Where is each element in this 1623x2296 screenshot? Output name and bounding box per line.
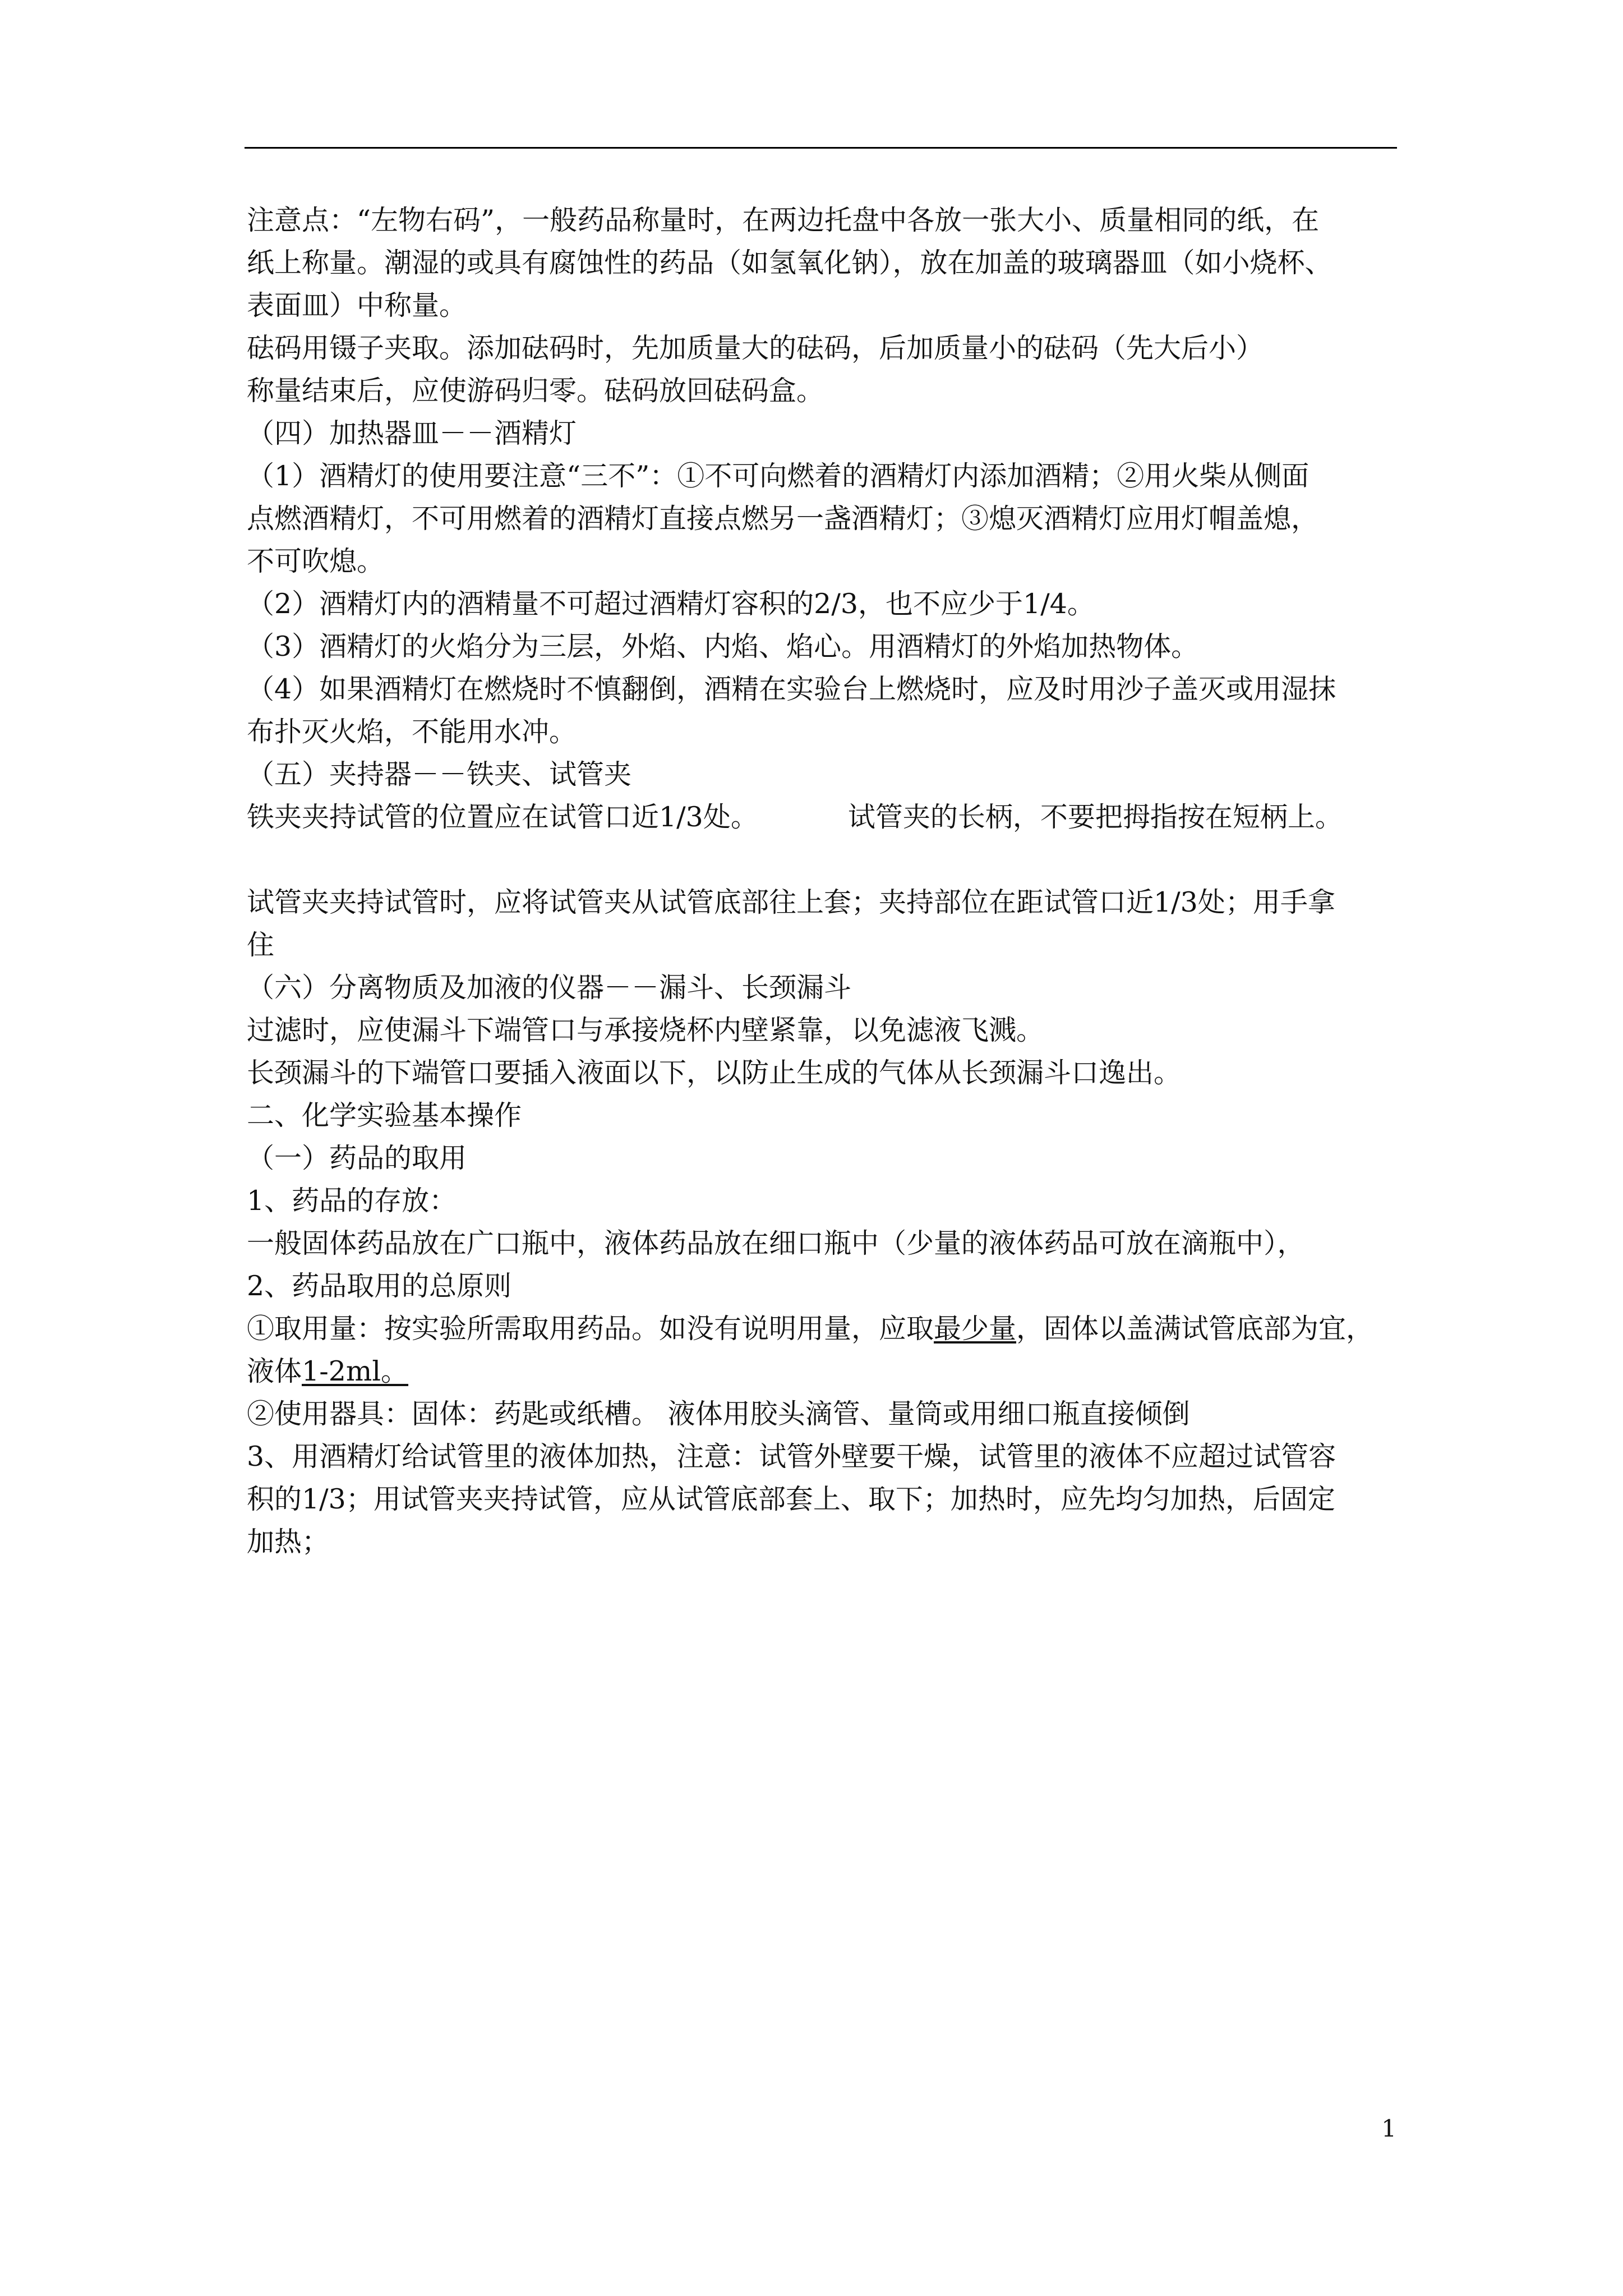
document-body [247, 199, 1402, 1563]
text-line: 长颈漏斗的下端管口要插入液面以下，以防止生成的气体从长颈漏斗口逸出。 [247, 1057, 1182, 1089]
text-line: 加热； [247, 1526, 330, 1558]
text-line: 试管夹夹持试管时，应将试管夹从试管底部往上套；夹持部位在距试管口近1/3处；用手拿 [247, 886, 1335, 918]
rule-usage-liquid: 液体1-2ml。 [247, 1355, 409, 1387]
underlined-liquid-volume: 1-2ml。 [302, 1355, 409, 1387]
section-heading: （四）加热器皿－－酒精灯 [247, 417, 577, 449]
page-number: 1 [1381, 2115, 1396, 2142]
section-heading: （一）药品的取用 [247, 1142, 467, 1174]
section-heading: （五）夹持器－－铁夹、试管夹 [247, 758, 632, 790]
chapter-heading: 二、化学实验基本操作 [247, 1099, 522, 1131]
text-line: 3、用酒精灯给试管里的液体加热，注意：试管外壁要干燥，试管里的液体不应超过试管容 [247, 1441, 1336, 1473]
rule-usage-amount: ①取用量：按实验所需取用药品。如没有说明用量，应取最少量，固体以盖满试管底部为宜， [247, 1313, 1374, 1345]
text-line: 点燃酒精灯，不可用燃着的酒精灯直接点燃另一盏酒精灯；③熄灭酒精灯应用灯帽盖熄， [247, 503, 1319, 535]
text-line: 称量结束后，应使游码归零。砝码放回砝码盒。 [247, 375, 824, 407]
text-line: （2）酒精灯内的酒精量不可超过酒精灯容积的2/3，也不应少于1/4。 [247, 588, 1095, 620]
text-line: 不可吹熄。 [247, 545, 385, 577]
text-line: 表面皿）中称量。 [247, 289, 467, 321]
clamp-line [247, 796, 1402, 839]
text-line: 注意点：“左物右码”，一般药品称量时，在两边托盘中各放一张大小、质量相同的纸，在 [247, 204, 1320, 236]
text-line: （4）如果酒精灯在燃烧时不慎翻倒，酒精在实验台上燃烧时，应及时用沙子盖灭或用湿抹 [247, 673, 1336, 705]
text-line: 2、药品取用的总原则 [247, 1270, 512, 1302]
text-line: 一般固体药品放在广口瓶中，液体药品放在细口瓶中（少量的液体药品可放在滴瓶中）， [247, 1227, 1305, 1259]
text-line: 过滤时，应使漏斗下端管口与承接烧杯内壁紧靠，以免滤液飞溅。 [247, 1014, 1044, 1046]
text-line: 砝码用镊子夹取。添加砝码时，先加质量大的砝码，后加质量小的砝码（先大后小） [247, 332, 1264, 364]
clamp-line-left: 铁夹夹持试管的位置应在试管口近1/3处。 [247, 801, 758, 833]
underlined-minimum-amount: 最少量 [934, 1313, 1017, 1345]
section-heading: （六）分离物质及加液的仪器－－漏斗、长颈漏斗 [247, 972, 852, 1004]
text-line: 纸上称量。潮湿的或具有腐蚀性的药品（如氢氧化钠），放在加盖的玻璃器皿（如小烧杯、 [247, 247, 1332, 279]
header-rule [245, 147, 1397, 149]
text-line: 住 [247, 929, 275, 961]
text-line: 积的1/3；用试管夹夹持试管，应从试管底部套上、取下；加热时，应先均匀加热，后固定 [247, 1483, 1335, 1515]
text-line: 布扑灭火焰，不能用水冲。 [247, 716, 577, 748]
text-line: （1）酒精灯的使用要注意“三不”：①不可向燃着的酒精灯内添加酒精；②用火柴从侧面 [247, 460, 1310, 492]
rule-tools: ②使用器具：固体：药匙或纸槽。 液体用胶头滴管、量筒或用细口瓶直接倾倒 [247, 1398, 1190, 1430]
clamp-line-right: 试管夹的长柄，不要把拇指按在短柄上。 [847, 801, 1343, 833]
text-line: 1、药品的存放： [247, 1185, 457, 1217]
text-line: （3）酒精灯的火焰分为三层，外焰、内焰、焰心。用酒精灯的外焰加热物体。 [247, 631, 1199, 662]
